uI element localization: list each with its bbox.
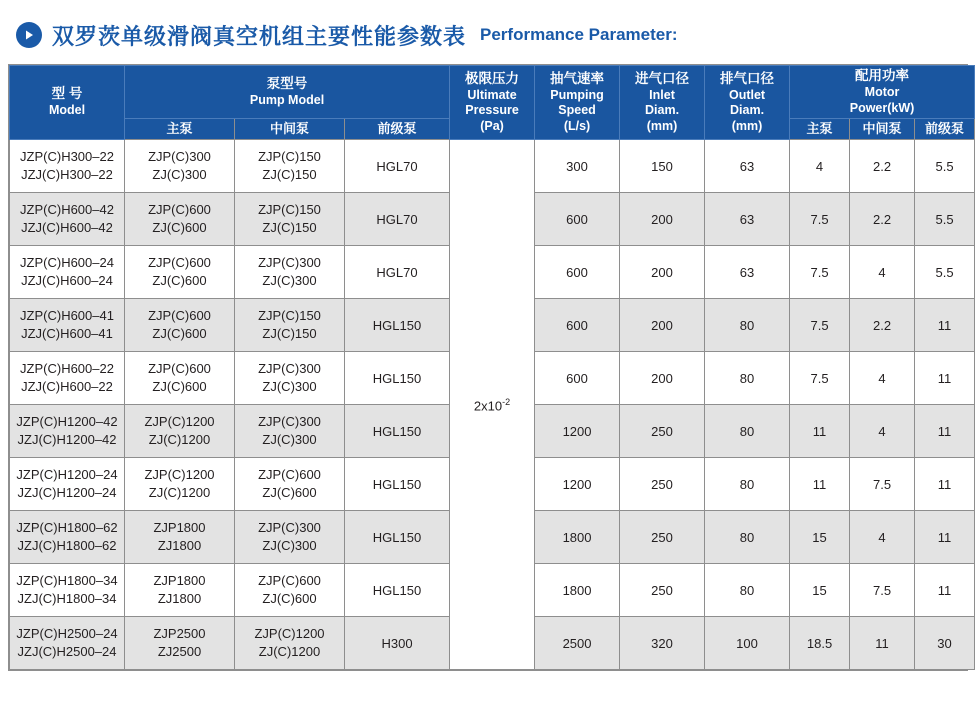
- cell-power-fore: 11: [915, 564, 975, 617]
- cell-power-middle: 4: [850, 352, 915, 405]
- title-english: Performance Parameter:: [480, 25, 678, 44]
- cell-power-middle: 4: [850, 511, 915, 564]
- cell-model: JZP(C)H1800–62 JZJ(C)H1800–62: [10, 511, 125, 564]
- cell-power-middle: 2.2: [850, 299, 915, 352]
- header-row-1: [10, 66, 975, 119]
- header-power-fore: 前级泵: [915, 119, 975, 140]
- cell-pump-main: ZJP2500 ZJ2500: [125, 617, 235, 670]
- cell-speed: 1200: [535, 458, 620, 511]
- cell-inlet: 250: [620, 511, 705, 564]
- cell-power-fore: 5.5: [915, 140, 975, 193]
- cell-outlet: 80: [705, 352, 790, 405]
- cell-pump-middle: ZJP(C)150 ZJ(C)150: [235, 193, 345, 246]
- cell-power-middle: 2.2: [850, 193, 915, 246]
- header-motor-power: 配用功率 Motor Power(kW): [790, 66, 975, 119]
- cell-pump-main: ZJP(C)600 ZJ(C)600: [125, 299, 235, 352]
- cell-inlet: 250: [620, 405, 705, 458]
- cell-pump-fore: HGL150: [345, 352, 450, 405]
- cell-model: JZP(C)H600–22 JZJ(C)H600–22: [10, 352, 125, 405]
- cell-power-fore: 11: [915, 405, 975, 458]
- cell-inlet: 200: [620, 193, 705, 246]
- cell-pump-middle: ZJP(C)300 ZJ(C)300: [235, 511, 345, 564]
- cell-pump-middle: ZJP(C)600 ZJ(C)600: [235, 458, 345, 511]
- cell-pump-main: ZJP1800 ZJ1800: [125, 511, 235, 564]
- cell-outlet: 100: [705, 617, 790, 670]
- cell-inlet: 200: [620, 352, 705, 405]
- cell-power-fore: 5.5: [915, 246, 975, 299]
- cell-pump-middle: ZJP(C)300 ZJ(C)300: [235, 405, 345, 458]
- table-body: [10, 140, 975, 670]
- cell-outlet: 80: [705, 405, 790, 458]
- cell-power-middle: 7.5: [850, 458, 915, 511]
- cell-pump-fore: HGL150: [345, 458, 450, 511]
- cell-model: JZP(C)H600–41 JZJ(C)H600–41: [10, 299, 125, 352]
- cell-speed: 300: [535, 140, 620, 193]
- cell-outlet: 63: [705, 193, 790, 246]
- cell-ultimate-pressure: $2x10^{-2}$: [450, 140, 535, 670]
- cell-pump-main: ZJP(C)1200 ZJ(C)1200: [125, 458, 235, 511]
- cell-pump-fore: HGL150: [345, 299, 450, 352]
- table-head: [10, 66, 975, 140]
- cell-speed: 600: [535, 246, 620, 299]
- header-model: 型 号 Model: [10, 66, 125, 140]
- title-chinese: 双罗茨单级滑阀真空机组主要性能参数表: [52, 23, 467, 49]
- cell-model: JZP(C)H600–24 JZJ(C)H600–24: [10, 246, 125, 299]
- cell-speed: 1800: [535, 511, 620, 564]
- cell-power-main: 7.5: [790, 193, 850, 246]
- cell-pump-fore: HGL150: [345, 511, 450, 564]
- cell-speed: 600: [535, 352, 620, 405]
- cell-pump-main: ZJP(C)1200 ZJ(C)1200: [125, 405, 235, 458]
- cell-pump-main: ZJP(C)600 ZJ(C)600: [125, 246, 235, 299]
- cell-power-main: 7.5: [790, 299, 850, 352]
- cell-power-fore: 11: [915, 352, 975, 405]
- cell-outlet: 63: [705, 140, 790, 193]
- exponent: -2: [502, 396, 511, 407]
- cell-power-main: 15: [790, 511, 850, 564]
- cell-power-main: 15: [790, 564, 850, 617]
- cell-power-fore: 11: [915, 511, 975, 564]
- cell-pump-middle: ZJP(C)300 ZJ(C)300: [235, 352, 345, 405]
- cell-pump-fore: HGL70: [345, 140, 450, 193]
- cell-power-main: 7.5: [790, 352, 850, 405]
- cell-speed: 1200: [535, 405, 620, 458]
- header-outlet-diameter: 排气口径 Outlet Diam. (mm): [705, 66, 790, 140]
- cell-power-fore: 11: [915, 299, 975, 352]
- cell-model: JZP(C)H300–22 JZJ(C)H300–22: [10, 140, 125, 193]
- cell-power-main: 18.5: [790, 617, 850, 670]
- cell-model: JZP(C)H1200–24 JZJ(C)H1200–24: [10, 458, 125, 511]
- cell-pump-fore: HGL70: [345, 246, 450, 299]
- cell-inlet: 200: [620, 299, 705, 352]
- cell-outlet: 80: [705, 511, 790, 564]
- cell-power-fore: 5.5: [915, 193, 975, 246]
- cell-speed: 600: [535, 193, 620, 246]
- cell-pump-middle: ZJP(C)600 ZJ(C)600: [235, 564, 345, 617]
- cell-power-fore: 30: [915, 617, 975, 670]
- cell-power-middle: 2.2: [850, 140, 915, 193]
- cell-pump-middle: ZJP(C)150 ZJ(C)150: [235, 140, 345, 193]
- header-pump-fore: 前级泵: [345, 119, 450, 140]
- header-pump-middle: 中间泵: [235, 119, 345, 140]
- cell-model: JZP(C)H600–42 JZJ(C)H600–42: [10, 193, 125, 246]
- cell-power-middle: 4: [850, 246, 915, 299]
- cell-outlet: 80: [705, 299, 790, 352]
- cell-outlet: 80: [705, 564, 790, 617]
- cell-power-main: 4: [790, 140, 850, 193]
- cell-pump-middle: ZJP(C)1200 ZJ(C)1200: [235, 617, 345, 670]
- cell-speed: 600: [535, 299, 620, 352]
- cell-inlet: 320: [620, 617, 705, 670]
- parameter-table: [9, 65, 975, 670]
- cell-model: JZP(C)H1200–42 JZJ(C)H1200–42: [10, 405, 125, 458]
- header-power-middle: 中间泵: [850, 119, 915, 140]
- cell-speed: 1800: [535, 564, 620, 617]
- header-power-main: 主泵: [790, 119, 850, 140]
- cell-power-fore: 11: [915, 458, 975, 511]
- cell-pump-middle: ZJP(C)300 ZJ(C)300: [235, 246, 345, 299]
- cell-pump-fore: H300: [345, 617, 450, 670]
- cell-power-main: 11: [790, 405, 850, 458]
- cell-pump-main: ZJP(C)600 ZJ(C)600: [125, 193, 235, 246]
- cell-pump-main: ZJP1800 ZJ1800: [125, 564, 235, 617]
- cell-model: JZP(C)H1800–34 JZJ(C)H1800–34: [10, 564, 125, 617]
- header-pump-model: 泵型号 Pump Model: [125, 66, 450, 119]
- cell-outlet: 63: [705, 246, 790, 299]
- header-ultimate-pressure: 极限压力 Ultimate Pressure (Pa): [450, 66, 535, 140]
- cell-inlet: 250: [620, 458, 705, 511]
- cell-speed: 2500: [535, 617, 620, 670]
- play-triangle-icon: [16, 22, 42, 48]
- cell-pump-fore: HGL150: [345, 405, 450, 458]
- cell-power-main: 7.5: [790, 246, 850, 299]
- cell-inlet: 250: [620, 564, 705, 617]
- header-pump-main: 主泵: [125, 119, 235, 140]
- header-pumping-speed: 抽气速率 Pumping Speed (L/s): [535, 66, 620, 140]
- cell-pump-middle: ZJP(C)150 ZJ(C)150: [235, 299, 345, 352]
- cell-inlet: 150: [620, 140, 705, 193]
- page-title: [0, 0, 976, 52]
- cell-power-middle: 4: [850, 405, 915, 458]
- cell-power-middle: 11: [850, 617, 915, 670]
- table-row: [10, 140, 975, 193]
- cell-pump-fore: HGL150: [345, 564, 450, 617]
- parameter-table-container: [8, 64, 968, 671]
- cell-model: JZP(C)H2500–24 JZJ(C)H2500–24: [10, 617, 125, 670]
- cell-pump-fore: HGL70: [345, 193, 450, 246]
- cell-pump-main: ZJP(C)600 ZJ(C)600: [125, 352, 235, 405]
- cell-outlet: 80: [705, 458, 790, 511]
- cell-power-main: 11: [790, 458, 850, 511]
- cell-inlet: 200: [620, 246, 705, 299]
- header-inlet-diameter: 进气口径 Inlet Diam. (mm): [620, 66, 705, 140]
- cell-pump-main: ZJP(C)300 ZJ(C)300: [125, 140, 235, 193]
- cell-power-middle: 7.5: [850, 564, 915, 617]
